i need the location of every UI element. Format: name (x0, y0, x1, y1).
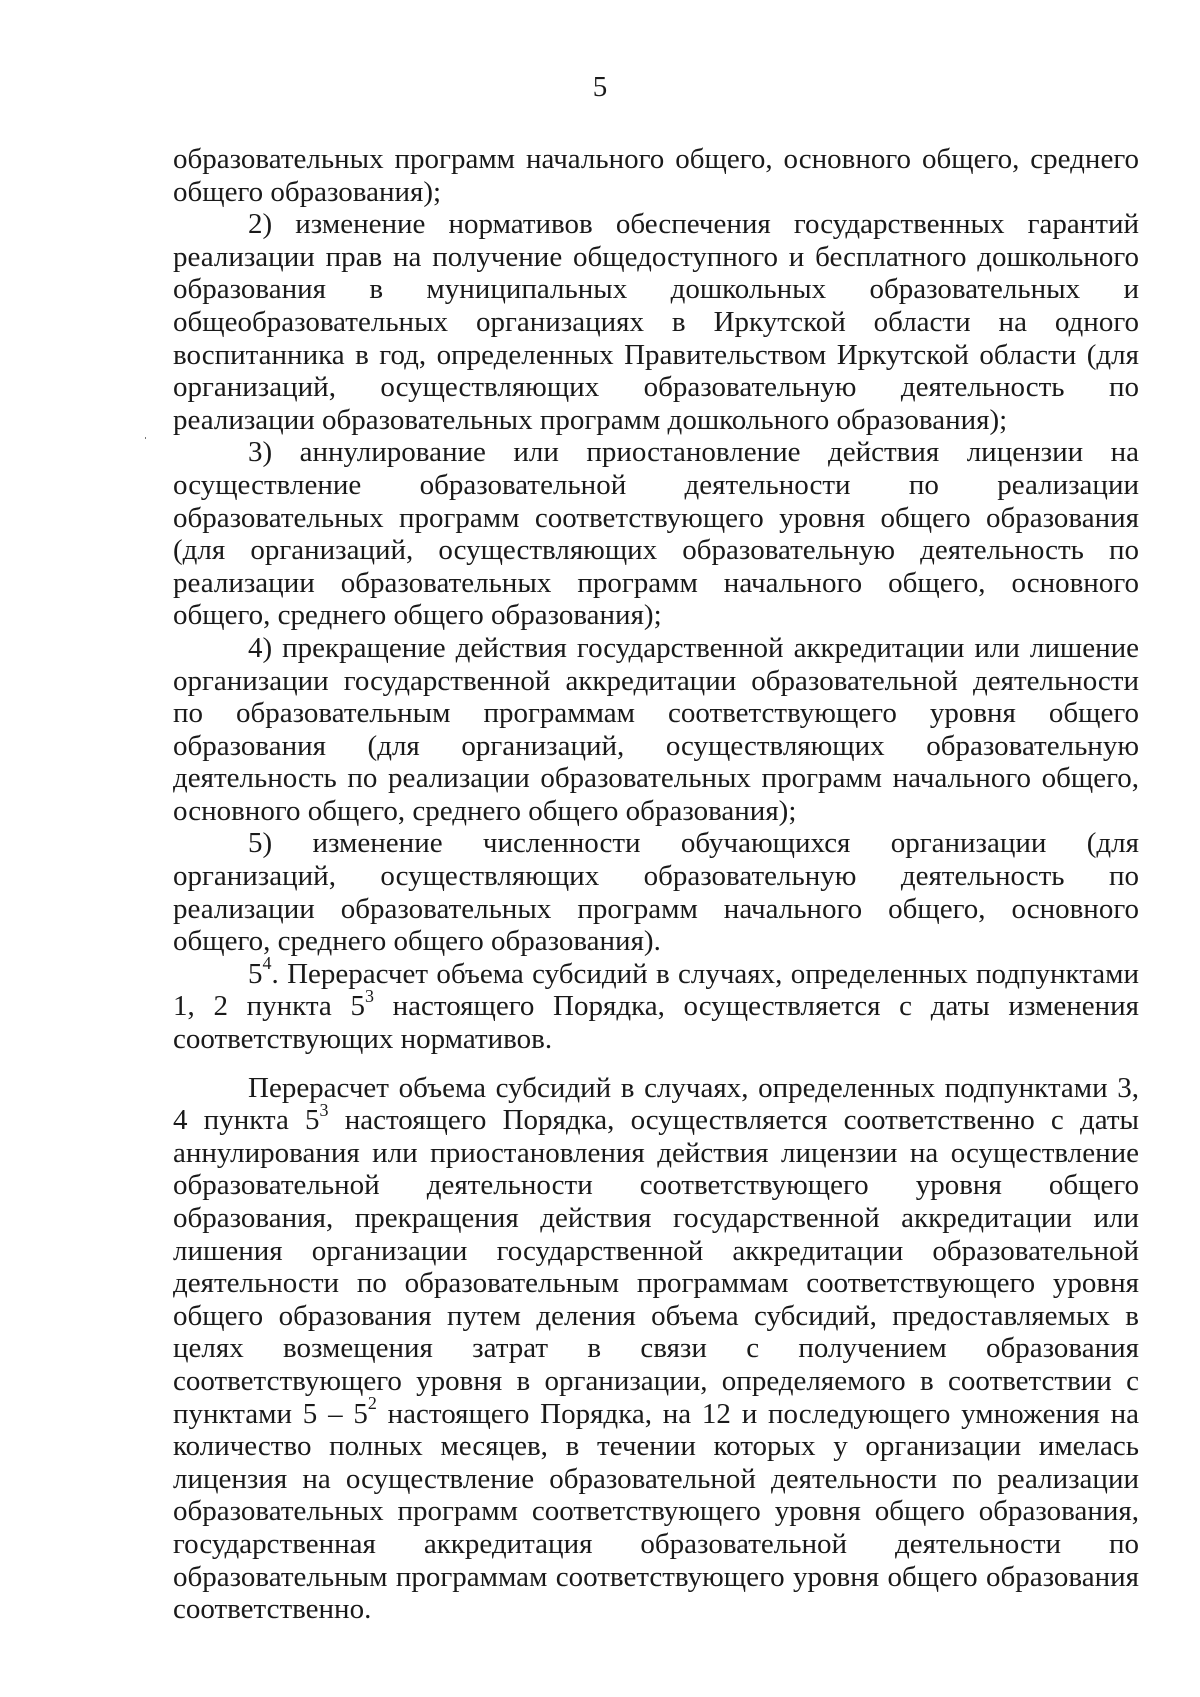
paragraph-text: настоящего Порядка, на 12 и последующего умножения на количество полных месяцев, в течении которых у организации имелась лицензия на осуществление образовательной деятельности по реализации образовательных программ соответствующего уровня общего образования, государственная аккредитация образовательной деятельности по образовательным программам соответствующего уровня общего образования соответственно. (173, 1397, 1139, 1626)
list-item-2: 2) изменение нормативов обеспечения государственных гарантий реализации прав на получение общедоступного и бесплатного дошкольного образования в муниципальных дошкольных образовательных и общеобразовательных организациях в Иркутской области на одного воспитанника в год, определенных Правительством Иркутской области (для организаций, осуществляющих образовательную деятельность по реализации образовательных программ дошкольного образования); (173, 208, 1139, 436)
paragraph-continuation: образовательных программ начального общего, основного общего, среднего общего образования); (173, 143, 1139, 208)
list-item-5: 5) изменение численности обучающихся организации (для организаций, осуществляющих образовательную деятельность по реализации образовательных программ начального общего, основного общего, среднего общего образования). (173, 827, 1139, 958)
list-item-4: 4) прекращение действия государственной аккредитации или лишение организации государственной аккредитации образовательной деятельности по образовательным программам соответствующего уровня общего образования (для организаций, осуществляющих образовательную деятельность по реализации образовательных программ начального общего, основного общего, среднего общего образования); (173, 631, 1139, 827)
page-number: 5 (592, 71, 608, 103)
clause-5-4 (173, 953, 1139, 1056)
reference-superscript: 3 (319, 1099, 329, 1120)
paragraph-text: настоящего Порядка, осуществляется соответственно с даты аннулирования или приостановления действия лицензии на осуществление образовательной деятельности соответствующего уровня общего образования, прекращения действия государственной аккредитации или лишения организации государственной аккредитации образовательной деятельности по образовательным программам соответствующего уровня общего образования путем деления объема субсидий, предоставляемых в целях возмещения затрат в связи с получением образования соответствующего уровня в организации, определяемого в соответствии с пунктами 5 – 5 (173, 1104, 1139, 1430)
recalculation-paragraph (173, 1072, 1139, 1626)
clause-text: настоящего Порядка, осуществляется с даты изменения соответствующих нормативов. (173, 990, 1139, 1056)
paragraph-text: Перерасчет объема субсидий в случаях, определенных подпунктами 3, 4 пункта 5 (173, 1071, 1139, 1137)
clause-text: . Перерасчет объема субсидий в случаях, определенных подпунктами 1, 2 пункта 5 (173, 957, 1139, 1023)
clause-number-superscript: 4 (262, 953, 272, 974)
document-body (173, 143, 1139, 1626)
reference-superscript: 2 (367, 1392, 377, 1413)
scan-mark (145, 437, 146, 439)
clause-number: 5 (248, 957, 263, 990)
list-item-3: 3) аннулирование или приостановление действия лицензии на осуществление образовательной деятельности по реализации образовательных программ соответствующего уровня общего образования (для организаций, осуществляющих образовательную деятельность по реализации образовательных программ начального общего, основного общего, среднего общего образования); (173, 436, 1139, 632)
reference-superscript: 3 (364, 985, 374, 1006)
